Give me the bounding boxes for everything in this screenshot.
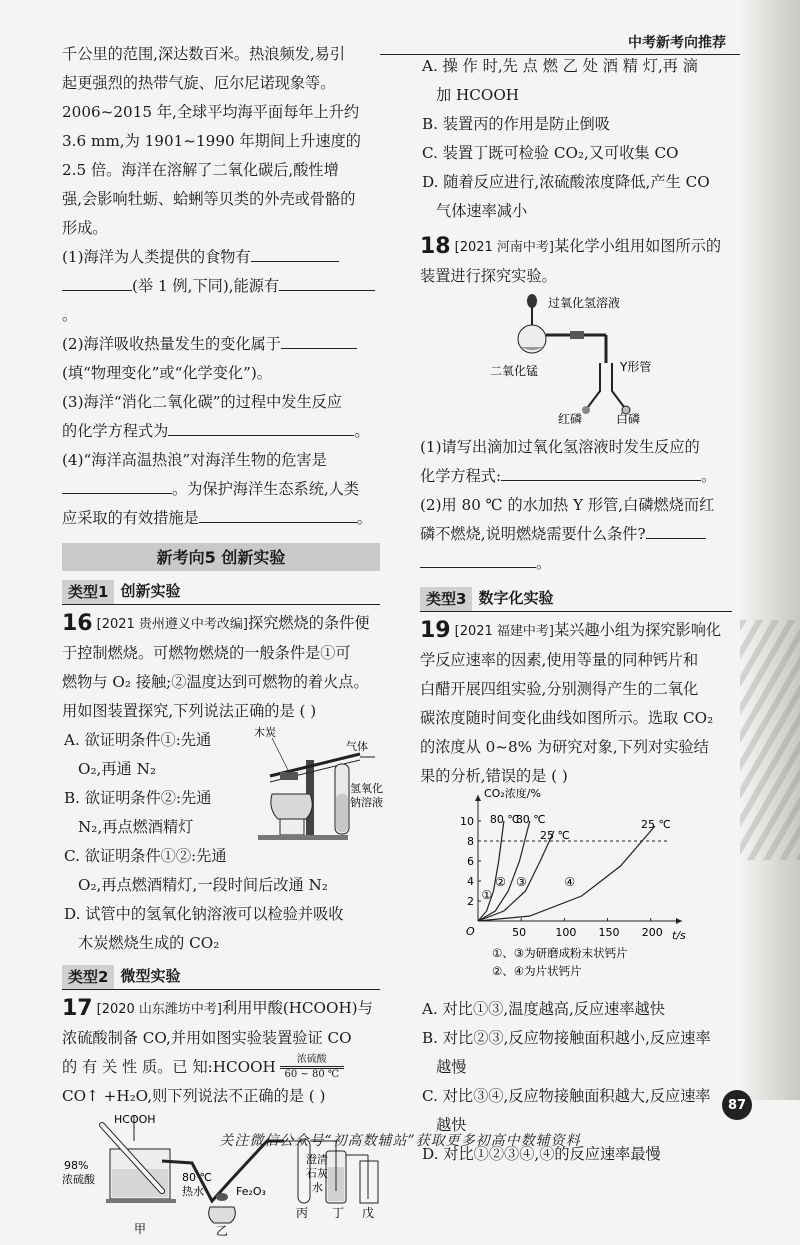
x-tick-label: 100 (555, 926, 577, 939)
q16-options-with-figure: A. 欲证明条件①:先通 O₂,再通 N₂ B. 欲证明条件②:先通 N₂,再点燃酒精灯 木炭 气体 氢氧化 钠溶液 (62, 726, 380, 842)
y-axis-arrow (475, 795, 481, 801)
series-line-2 (478, 821, 530, 921)
question-15-1: (1)海洋为人类提供的食物有 (举 1 例,下同),能源有。 (62, 243, 380, 330)
svg-text:Y形管: Y形管 (620, 360, 652, 374)
answer-blank[interactable] (501, 463, 701, 481)
y-axis-label: CO₂浓度/% (484, 787, 541, 800)
y-tube-apparatus-figure (420, 291, 732, 426)
svg-text:热水: 热水 (182, 1185, 204, 1198)
left-column (62, 40, 383, 1245)
option-a[interactable]: A. 欲证明条件①:先通 (64, 731, 212, 749)
x-tick-label: 200 (641, 926, 663, 939)
svg-text:80 ℃: 80 ℃ (182, 1171, 212, 1184)
option-b[interactable]: B. 装置丙的作用是防止倒吸 (422, 115, 610, 133)
q17-options: A. 操 作 时,先 点 燃 乙 处 酒 精 灯,再 滴 加 HCOOH B. 装置丙的作用是防止倒吸 C. 装置丁既可检验 CO₂,又可收集 CO D. 随着反应进行,浓硫酸浓度降低,产生 CO 气体速率减小 (420, 52, 732, 226)
y-tick-label: 8 (467, 835, 474, 848)
svg-text:过氧化氢溶液: 过氧化氢溶液 (548, 296, 621, 310)
question-17: 17 [2020 山东潍坊中考]利用甲酸(HCOOH)与 浓硫酸制备 CO,并用如图实验装置验证 CO 的 有 关 性 质。已 知:HCOOH 浓硫酸 60 ~ 80 ℃ CO↑ +H₂O,则下列说法不正确的是 ( ) HCOOH 98% 浓硫酸 80 ℃ 热水 Fe₂O₃ 澄清 石灰 水 甲 乙 丙 丁 戊 (62, 994, 380, 1245)
footer-note: 关注微信公众号“初高数辅站”获取更多初高中数辅资料 (219, 1133, 581, 1149)
svg-text:钠溶液: 钠溶液 (350, 796, 383, 809)
svg-text:乙: 乙 (216, 1224, 229, 1238)
combustion-apparatus-figure (250, 724, 383, 844)
question-number: 17 (62, 996, 93, 1021)
intro-paragraph (62, 40, 380, 243)
svg-text:澄清: 澄清 (306, 1153, 328, 1166)
decorative-edge-strip (740, 0, 800, 1100)
reaction-condition: 浓硫酸 60 ~ 80 ℃ (280, 1054, 344, 1081)
answer-blank[interactable] (646, 521, 706, 539)
question-16: 16 [2021 贵州遵义中考改编]探究燃烧的条件便 于控制燃烧。可燃物燃烧的一般条件是①可 燃物与 O₂ 接触;②温度达到可燃物的着火点。 用如图装置探究,下列说法正确的是 ( ) A. 欲证明条件①:先通 O₂,再通 N₂ B. 欲证明条件②:先通 N₂,再点燃酒精灯 木炭 气体 氢氧化 钠溶液 C. 欲证明条件①②:先通 O₂,再点燃酒精灯,一段时间后改通 N₂ D. 试管中的氢氧化钠溶液可以检验并吸收 木炭燃烧生成的 CO₂ (62, 611, 383, 952)
series-temp-label-4: 25 ℃ (641, 818, 671, 831)
option-c[interactable]: C. 装置丁既可检验 CO₂,又可收集 CO (422, 144, 679, 162)
question-15-4: (4)“海洋高温热浪”对海洋生物的危害是 。为保护海洋生态系统,人类 应采取的有效措施是 。 (62, 451, 372, 527)
intro-line: 千公里的范围,深达数百米。热浪频发,易引 (62, 45, 346, 63)
answer-blank[interactable] (281, 331, 357, 349)
question-15-3: (3)海洋“消化二氧化碳”的过程中发生反应 的化学方程式为 。 (62, 393, 370, 440)
series-label-3: ③ (516, 875, 527, 889)
answer-blank[interactable] (168, 418, 354, 436)
question-15-2: (2)海洋吸收热量发生的变化属于 (填“物理变化”或“化学变化”)。 (62, 330, 380, 388)
svg-text:98%: 98% (64, 1159, 89, 1172)
svg-text:浓硫酸: 浓硫酸 (62, 1173, 95, 1186)
origin-label: O (466, 925, 475, 938)
svg-text:Fe₂O₃: Fe₂O₃ (236, 1185, 266, 1198)
type-1-tag: 类型1 创新实验 (62, 579, 380, 605)
option-d[interactable]: D. 试管中的氢氧化钠溶液可以检验并吸收 (64, 905, 344, 923)
answer-blank[interactable] (279, 273, 375, 291)
question-number: 19 (420, 618, 451, 643)
answer-blank[interactable] (251, 244, 339, 262)
option-b[interactable]: B. 对比②③,反应物接触面积越小,反应速率 (422, 1029, 711, 1047)
series-temp-label-3: 25 ℃ (540, 829, 570, 842)
type-2-tag: 类型2 微型实验 (62, 964, 380, 990)
svg-text:丁: 丁 (332, 1206, 345, 1220)
question-18: 18 [2021 河南中考]某化学小组用如图所示的 装置进行探究实验。 过氧化氢溶液 二氧化锰 Y形管 红磷 白磷 (1)请写出滴加过氧化氢溶液时发生反应的 化学方程式: 。 (2)用 80 ℃ 的水加热 Y 形管,白磷燃烧而红 磷不燃烧,说明燃烧需要什么条件? 。 (420, 232, 732, 578)
svg-text:白磷: 白磷 (616, 412, 641, 426)
intro-line: 形成。 (62, 219, 108, 237)
option-d[interactable]: D. 随着反应进行,浓硫酸浓度降低,产生 CO (422, 173, 710, 191)
intro-line: 2006~2015 年,全球平均海平面每年上升约 (62, 103, 360, 121)
answer-blank[interactable] (199, 505, 357, 523)
x-axis-arrow (676, 918, 682, 924)
option-d[interactable]: D. 对比①②③④,④的反应速率最慢 (422, 1145, 661, 1163)
svg-text:红磷: 红磷 (558, 412, 583, 426)
x-axis-label: t/s (672, 929, 686, 942)
option-a[interactable]: A. 对比①③,温度越高,反应速率越快 (422, 1000, 665, 1018)
answer-blank[interactable] (62, 273, 132, 291)
series-label-4: ④ (564, 875, 576, 889)
header-tag: 中考新考向推荐 (628, 35, 726, 51)
svg-text:丙: 丙 (296, 1206, 309, 1220)
series-label-1: ① (481, 888, 493, 902)
svg-text:氢氧化: 氢氧化 (350, 782, 383, 795)
gas-label: 气体 (346, 740, 368, 753)
intro-line: 2.5 倍。海洋在溶解了二氧化碳后,酸性增 (62, 161, 339, 179)
series-label-2: ② (495, 875, 507, 889)
svg-text:二氧化锰: 二氧化锰 (490, 364, 539, 378)
y-tick-label: 10 (460, 815, 474, 828)
co2-concentration-chart (420, 787, 732, 985)
intro-line: 起更强烈的热带气旋、厄尔尼诺现象等。 (62, 74, 336, 92)
svg-text:戊: 戊 (362, 1206, 375, 1220)
svg-text:HCOOH: HCOOH (114, 1113, 156, 1126)
question-number: 18 (420, 234, 451, 259)
answer-blank[interactable] (420, 550, 536, 568)
series-temp-label-1: 80 ℃ (489, 813, 520, 826)
svg-text:甲: 甲 (134, 1222, 147, 1236)
option-a[interactable]: A. 操 作 时,先 点 燃 乙 处 酒 精 灯,再 滴 (422, 57, 698, 75)
question-number: 16 (62, 611, 93, 636)
question-19: 19 [2021 福建中考]某兴趣小组为探究影响化 学反应速率的因素,使用等量的同种钙片和 白醋开展四组实验,分别测得产生的二氧化 碳浓度随时间变化曲线如图所示。选取 CO₂ 的浓度从 0~8% 为研究对象,下列对实验结 果的分析,错误的是 ( ) CO₂浓度/% t/s O 50 100 150 200 2 4 6 8 10 ① 80 ℃ ② 80 ℃ ③ 25 ℃ ④ 25 ℃ ①、③为研磨成粉末状钙片 ②、④为片状钙片 A. 对比①③,温度越高,反应速率越快 B. 对比②③,反应物接触面积越小,反应速率 越慢 C. 对比③④,反应物接触面积越大,反应速率 越快 D. 对比①②③④,④的反应速率最慢 (420, 616, 732, 1169)
intro-line: 3.6 mm,为 1901~1990 年期间上升速度的 (62, 132, 361, 150)
answer-blank[interactable] (62, 476, 172, 494)
x-tick-label: 150 (598, 926, 620, 939)
chart-note: ②、④为片状钙片 (492, 964, 582, 978)
type-3-tag: 类型3 数字化实验 (420, 586, 732, 612)
charcoal-label: 木炭 (254, 726, 276, 739)
svg-text:水: 水 (312, 1181, 323, 1194)
page-number: 87 (722, 1090, 752, 1120)
y-tick-label: 4 (467, 875, 474, 888)
series-line-1 (478, 821, 507, 921)
y-tick-label: 6 (467, 855, 474, 868)
right-column (420, 40, 732, 1169)
svg-text:石灰: 石灰 (306, 1167, 328, 1180)
option-b[interactable]: B. 欲证明条件②:先通 (64, 789, 212, 807)
chart-note: ①、③为研磨成粉末状钙片 (492, 946, 628, 960)
intro-line: 强,会影响牡蛎、蛤蜊等贝类的外壳或骨骼的 (62, 190, 356, 208)
option-c[interactable]: C. 欲证明条件①②:先通 (64, 847, 227, 865)
section-title: 新考向5 创新实验 (62, 543, 380, 571)
y-tick-label: 2 (467, 895, 474, 908)
option-c[interactable]: C. 对比③④,反应物接触面积越大,反应速率 (422, 1087, 711, 1105)
x-tick-label: 50 (512, 926, 527, 939)
series-temp-label-2: 80 ℃ (515, 813, 546, 826)
